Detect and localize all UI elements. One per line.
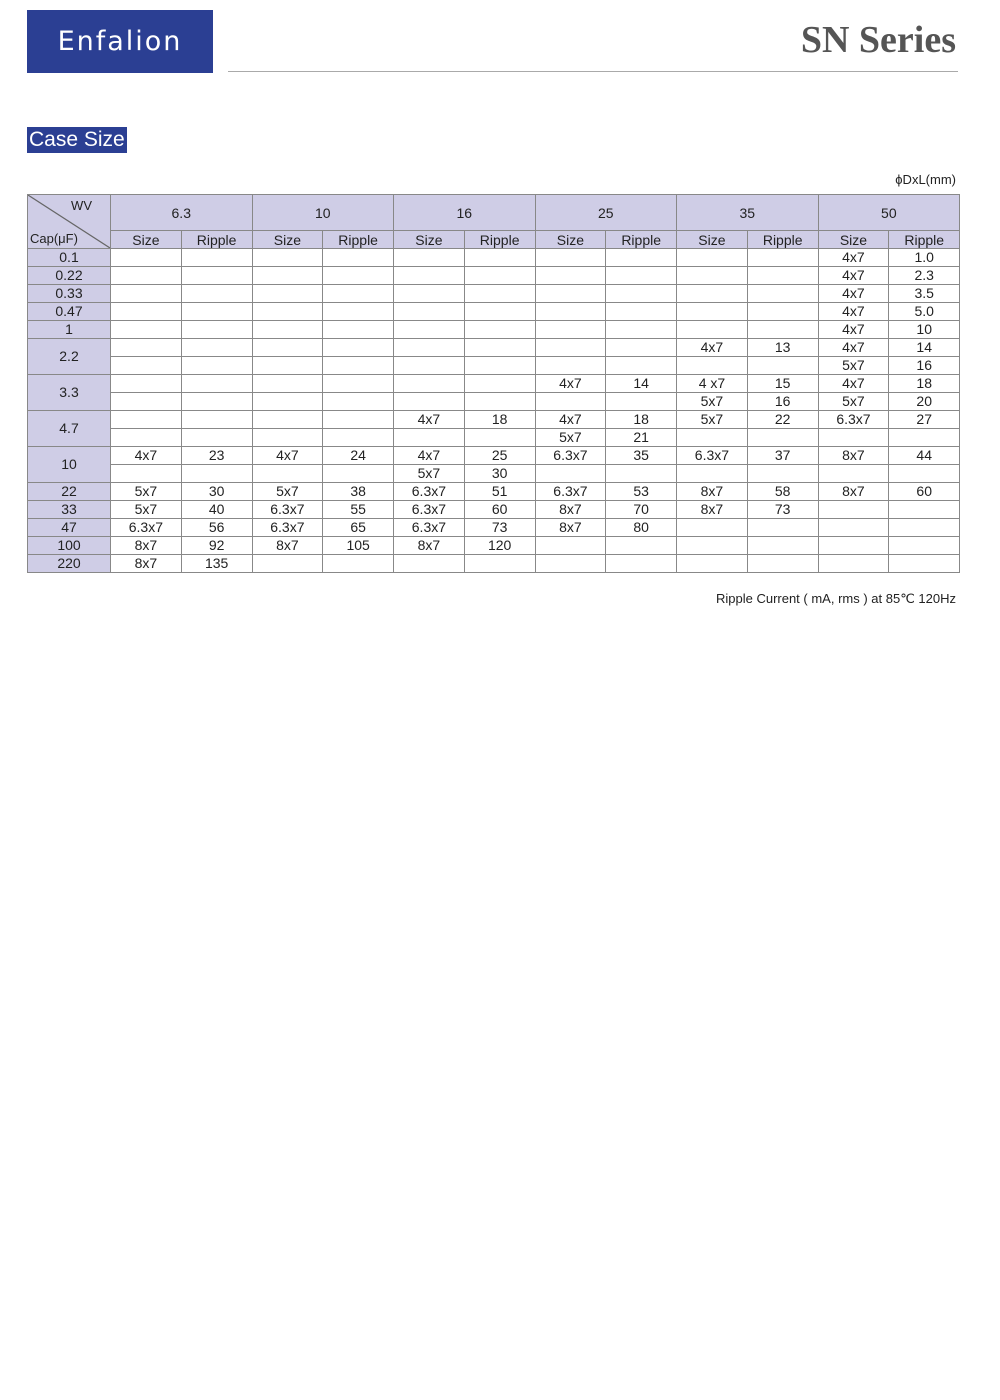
size-cell (677, 519, 748, 537)
capacitance-cell: 22 (28, 483, 111, 501)
table-row (28, 393, 960, 411)
size-cell (252, 465, 323, 483)
ripple-cell (464, 339, 535, 357)
ripple-cell (606, 465, 677, 483)
ripple-cell (889, 465, 960, 483)
ripple-cell (464, 321, 535, 339)
size-cell (535, 267, 606, 285)
size-cell (677, 285, 748, 303)
size-cell (111, 249, 182, 267)
ripple-cell (181, 267, 252, 285)
size-cell (111, 285, 182, 303)
size-cell (394, 321, 465, 339)
size-cell (252, 357, 323, 375)
ripple-cell: 18 (464, 411, 535, 429)
ripple-cell (889, 429, 960, 447)
ripple-column-header: Ripple (181, 231, 252, 249)
ripple-cell (323, 465, 394, 483)
ripple-cell: 55 (323, 501, 394, 519)
ripple-cell (606, 267, 677, 285)
ripple-cell (889, 501, 960, 519)
size-cell: 8x7 (111, 555, 182, 573)
size-cell (252, 285, 323, 303)
size-cell (394, 303, 465, 321)
ripple-cell: 60 (464, 501, 535, 519)
ripple-cell (181, 285, 252, 303)
size-cell (677, 537, 748, 555)
ripple-cell: 38 (323, 483, 394, 501)
ripple-cell (606, 555, 677, 573)
ripple-cell (181, 375, 252, 393)
size-cell: 6.3x7 (394, 483, 465, 501)
size-cell (535, 339, 606, 357)
size-cell (252, 303, 323, 321)
ripple-cell: 60 (889, 483, 960, 501)
table-row (28, 519, 960, 537)
size-cell (111, 357, 182, 375)
size-cell (535, 303, 606, 321)
table-row (28, 429, 960, 447)
ripple-cell (464, 357, 535, 375)
capacitance-cell: 33 (28, 501, 111, 519)
ripple-cell (323, 375, 394, 393)
size-cell: 8x7 (535, 519, 606, 537)
capacitance-cell: 47 (28, 519, 111, 537)
ripple-cell: 73 (464, 519, 535, 537)
ripple-cell (747, 267, 818, 285)
size-cell (535, 321, 606, 339)
voltage-header-row (28, 195, 960, 231)
size-cell: 4x7 (818, 267, 889, 285)
capacitance-cell: 0.1 (28, 249, 111, 267)
size-cell (535, 537, 606, 555)
ripple-cell (181, 411, 252, 429)
voltage-header: 6.3 (111, 195, 253, 231)
ripple-cell (889, 519, 960, 537)
ripple-column-header: Ripple (606, 231, 677, 249)
ripple-cell: 37 (747, 447, 818, 465)
ripple-cell (464, 303, 535, 321)
size-cell (394, 339, 465, 357)
ripple-cell: 70 (606, 501, 677, 519)
size-cell (818, 465, 889, 483)
voltage-header: 16 (394, 195, 536, 231)
ripple-cell (323, 393, 394, 411)
size-column-header: Size (394, 231, 465, 249)
ripple-cell: 16 (747, 393, 818, 411)
header-divider (228, 71, 958, 72)
voltage-header: 35 (677, 195, 819, 231)
size-cell (111, 393, 182, 411)
size-cell (252, 249, 323, 267)
size-cell (535, 249, 606, 267)
ripple-cell (323, 357, 394, 375)
capacitance-cell: 0.47 (28, 303, 111, 321)
size-cell: 4x7 (252, 447, 323, 465)
size-cell: 5x7 (677, 411, 748, 429)
size-cell: 8x7 (818, 483, 889, 501)
size-cell: 6.3x7 (252, 519, 323, 537)
size-cell (252, 375, 323, 393)
unit-note: ϕDxL(mm) (895, 172, 956, 187)
logo-text: Enfalion (57, 26, 183, 57)
ripple-cell: 22 (747, 411, 818, 429)
size-cell (677, 303, 748, 321)
size-cell: 4x7 (818, 285, 889, 303)
table-row (28, 249, 960, 267)
size-cell: 8x7 (677, 483, 748, 501)
ripple-cell (181, 393, 252, 411)
footnote: Ripple Current ( mA, rms ) at 85℃ 120Hz (715, 591, 956, 606)
ripple-cell (181, 429, 252, 447)
size-cell (252, 267, 323, 285)
ripple-cell: 10 (889, 321, 960, 339)
ripple-cell (323, 339, 394, 357)
size-cell: 8x7 (394, 537, 465, 555)
size-cell: 6.3x7 (677, 447, 748, 465)
size-cell: 5x7 (252, 483, 323, 501)
case-size-table (27, 194, 960, 573)
ripple-cell: 30 (181, 483, 252, 501)
size-cell (394, 267, 465, 285)
ripple-cell (323, 303, 394, 321)
sub-header-row (28, 231, 960, 249)
size-cell: 4x7 (394, 447, 465, 465)
table-row (28, 465, 960, 483)
ripple-cell (323, 267, 394, 285)
ripple-cell (323, 285, 394, 303)
corner-wv-label: WV (71, 198, 92, 213)
ripple-cell: 35 (606, 447, 677, 465)
size-cell (535, 393, 606, 411)
ripple-cell: 14 (606, 375, 677, 393)
size-cell (677, 321, 748, 339)
size-cell (111, 339, 182, 357)
ripple-cell (889, 555, 960, 573)
table-row (28, 411, 960, 429)
table-row (28, 447, 960, 465)
ripple-cell: 24 (323, 447, 394, 465)
size-cell (252, 429, 323, 447)
size-cell: 6.3x7 (535, 447, 606, 465)
section-title: Case Size (29, 128, 125, 151)
size-cell: 5x7 (394, 465, 465, 483)
ripple-cell: 80 (606, 519, 677, 537)
corner-header-cell (28, 195, 111, 249)
size-cell: 4x7 (535, 411, 606, 429)
ripple-cell: 120 (464, 537, 535, 555)
ripple-cell (323, 411, 394, 429)
size-cell: 4x7 (818, 321, 889, 339)
ripple-cell (606, 357, 677, 375)
ripple-cell: 27 (889, 411, 960, 429)
voltage-header: 25 (535, 195, 677, 231)
capacitance-cell: 2.2 (28, 339, 111, 375)
size-cell: 4x7 (818, 375, 889, 393)
ripple-cell: 56 (181, 519, 252, 537)
ripple-cell (606, 393, 677, 411)
ripple-cell: 73 (747, 501, 818, 519)
ripple-cell (181, 357, 252, 375)
size-cell (535, 555, 606, 573)
table-row (28, 339, 960, 357)
size-cell: 8x7 (252, 537, 323, 555)
size-cell: 4 x7 (677, 375, 748, 393)
ripple-cell (606, 321, 677, 339)
table-row (28, 375, 960, 393)
ripple-cell (889, 537, 960, 555)
ripple-cell: 23 (181, 447, 252, 465)
capacitance-cell: 4.7 (28, 411, 111, 447)
size-cell: 5x7 (535, 429, 606, 447)
ripple-cell: 92 (181, 537, 252, 555)
ripple-cell (181, 321, 252, 339)
size-column-header: Size (677, 231, 748, 249)
ripple-cell (747, 537, 818, 555)
ripple-cell: 30 (464, 465, 535, 483)
size-cell: 4x7 (394, 411, 465, 429)
size-cell (252, 555, 323, 573)
size-cell: 5x7 (818, 357, 889, 375)
ripple-cell (747, 285, 818, 303)
size-cell (535, 285, 606, 303)
size-cell (535, 357, 606, 375)
size-cell: 6.3x7 (535, 483, 606, 501)
ripple-column-header: Ripple (889, 231, 960, 249)
size-cell (111, 267, 182, 285)
ripple-cell: 14 (889, 339, 960, 357)
table-row (28, 555, 960, 573)
ripple-cell (464, 285, 535, 303)
size-cell (252, 393, 323, 411)
size-cell (677, 555, 748, 573)
size-cell (677, 249, 748, 267)
ripple-cell: 65 (323, 519, 394, 537)
size-column-header: Size (252, 231, 323, 249)
ripple-cell (181, 465, 252, 483)
size-cell: 5x7 (818, 393, 889, 411)
size-cell: 5x7 (111, 483, 182, 501)
capacitance-cell: 10 (28, 447, 111, 483)
size-cell: 4x7 (535, 375, 606, 393)
size-cell (818, 501, 889, 519)
size-cell: 4x7 (818, 339, 889, 357)
ripple-column-header: Ripple (464, 231, 535, 249)
capacitance-cell: 3.3 (28, 375, 111, 411)
ripple-cell: 51 (464, 483, 535, 501)
size-cell (252, 339, 323, 357)
size-cell (111, 321, 182, 339)
ripple-cell (323, 555, 394, 573)
ripple-cell (606, 285, 677, 303)
ripple-cell (323, 429, 394, 447)
size-cell: 4x7 (818, 249, 889, 267)
size-cell: 8x7 (111, 537, 182, 555)
size-cell (394, 357, 465, 375)
size-cell: 4x7 (111, 447, 182, 465)
size-cell (252, 411, 323, 429)
size-cell (252, 321, 323, 339)
ripple-cell (606, 303, 677, 321)
ripple-column-header: Ripple (747, 231, 818, 249)
ripple-cell (464, 429, 535, 447)
table-row (28, 267, 960, 285)
size-cell (394, 375, 465, 393)
size-cell: 8x7 (677, 501, 748, 519)
ripple-cell (606, 249, 677, 267)
size-cell (111, 303, 182, 321)
size-cell: 8x7 (535, 501, 606, 519)
ripple-cell (323, 249, 394, 267)
ripple-cell (747, 555, 818, 573)
ripple-cell: 40 (181, 501, 252, 519)
ripple-cell: 18 (606, 411, 677, 429)
ripple-cell: 3.5 (889, 285, 960, 303)
size-cell: 6.3x7 (818, 411, 889, 429)
ripple-cell (747, 303, 818, 321)
size-cell: 5x7 (677, 393, 748, 411)
table-row (28, 501, 960, 519)
size-cell (111, 411, 182, 429)
size-cell (394, 285, 465, 303)
ripple-cell (747, 321, 818, 339)
table-row (28, 483, 960, 501)
voltage-header: 50 (818, 195, 960, 231)
ripple-cell: 58 (747, 483, 818, 501)
ripple-cell (747, 357, 818, 375)
ripple-cell (606, 537, 677, 555)
ripple-cell (747, 249, 818, 267)
ripple-cell: 13 (747, 339, 818, 357)
size-cell (394, 555, 465, 573)
size-column-header: Size (111, 231, 182, 249)
ripple-cell: 15 (747, 375, 818, 393)
size-cell: 5x7 (111, 501, 182, 519)
size-cell (818, 555, 889, 573)
ripple-cell (181, 303, 252, 321)
ripple-cell (747, 519, 818, 537)
ripple-cell (464, 555, 535, 573)
size-column-header: Size (818, 231, 889, 249)
ripple-cell (464, 393, 535, 411)
brand-logo (27, 10, 213, 73)
ripple-cell: 16 (889, 357, 960, 375)
size-cell: 8x7 (818, 447, 889, 465)
ripple-cell: 105 (323, 537, 394, 555)
ripple-cell (464, 267, 535, 285)
size-cell: 6.3x7 (394, 501, 465, 519)
table-row (28, 321, 960, 339)
size-cell: 6.3x7 (252, 501, 323, 519)
size-cell (394, 393, 465, 411)
capacitance-cell: 1 (28, 321, 111, 339)
ripple-cell: 2.3 (889, 267, 960, 285)
size-cell (111, 375, 182, 393)
ripple-cell: 18 (889, 375, 960, 393)
size-cell: 6.3x7 (394, 519, 465, 537)
ripple-cell (747, 429, 818, 447)
voltage-header: 10 (252, 195, 394, 231)
ripple-cell: 44 (889, 447, 960, 465)
table-row (28, 303, 960, 321)
size-cell (535, 465, 606, 483)
ripple-cell (464, 375, 535, 393)
table-row (28, 285, 960, 303)
ripple-cell (464, 249, 535, 267)
size-cell: 4x7 (677, 339, 748, 357)
ripple-cell (181, 339, 252, 357)
capacitance-cell: 220 (28, 555, 111, 573)
ripple-cell: 25 (464, 447, 535, 465)
capacitance-cell: 0.33 (28, 285, 111, 303)
ripple-cell (323, 321, 394, 339)
size-cell (677, 465, 748, 483)
size-cell (394, 249, 465, 267)
corner-cap-label: Cap(μF) (30, 231, 78, 246)
capacitance-cell: 0.22 (28, 267, 111, 285)
size-cell: 4x7 (818, 303, 889, 321)
size-cell (818, 519, 889, 537)
size-cell (394, 429, 465, 447)
size-cell (111, 429, 182, 447)
ripple-cell: 5.0 (889, 303, 960, 321)
size-cell (677, 429, 748, 447)
table-row (28, 357, 960, 375)
size-column-header: Size (535, 231, 606, 249)
size-cell: 6.3x7 (111, 519, 182, 537)
ripple-cell: 21 (606, 429, 677, 447)
size-cell (677, 357, 748, 375)
ripple-cell: 20 (889, 393, 960, 411)
ripple-cell: 53 (606, 483, 677, 501)
ripple-cell (747, 465, 818, 483)
capacitance-cell: 100 (28, 537, 111, 555)
ripple-cell (606, 339, 677, 357)
series-title: SN Series (800, 19, 956, 61)
ripple-cell (181, 249, 252, 267)
size-cell (818, 537, 889, 555)
ripple-cell: 1.0 (889, 249, 960, 267)
size-cell (111, 465, 182, 483)
ripple-cell: 135 (181, 555, 252, 573)
table-row (28, 537, 960, 555)
size-cell (677, 267, 748, 285)
ripple-column-header: Ripple (323, 231, 394, 249)
size-cell (818, 429, 889, 447)
